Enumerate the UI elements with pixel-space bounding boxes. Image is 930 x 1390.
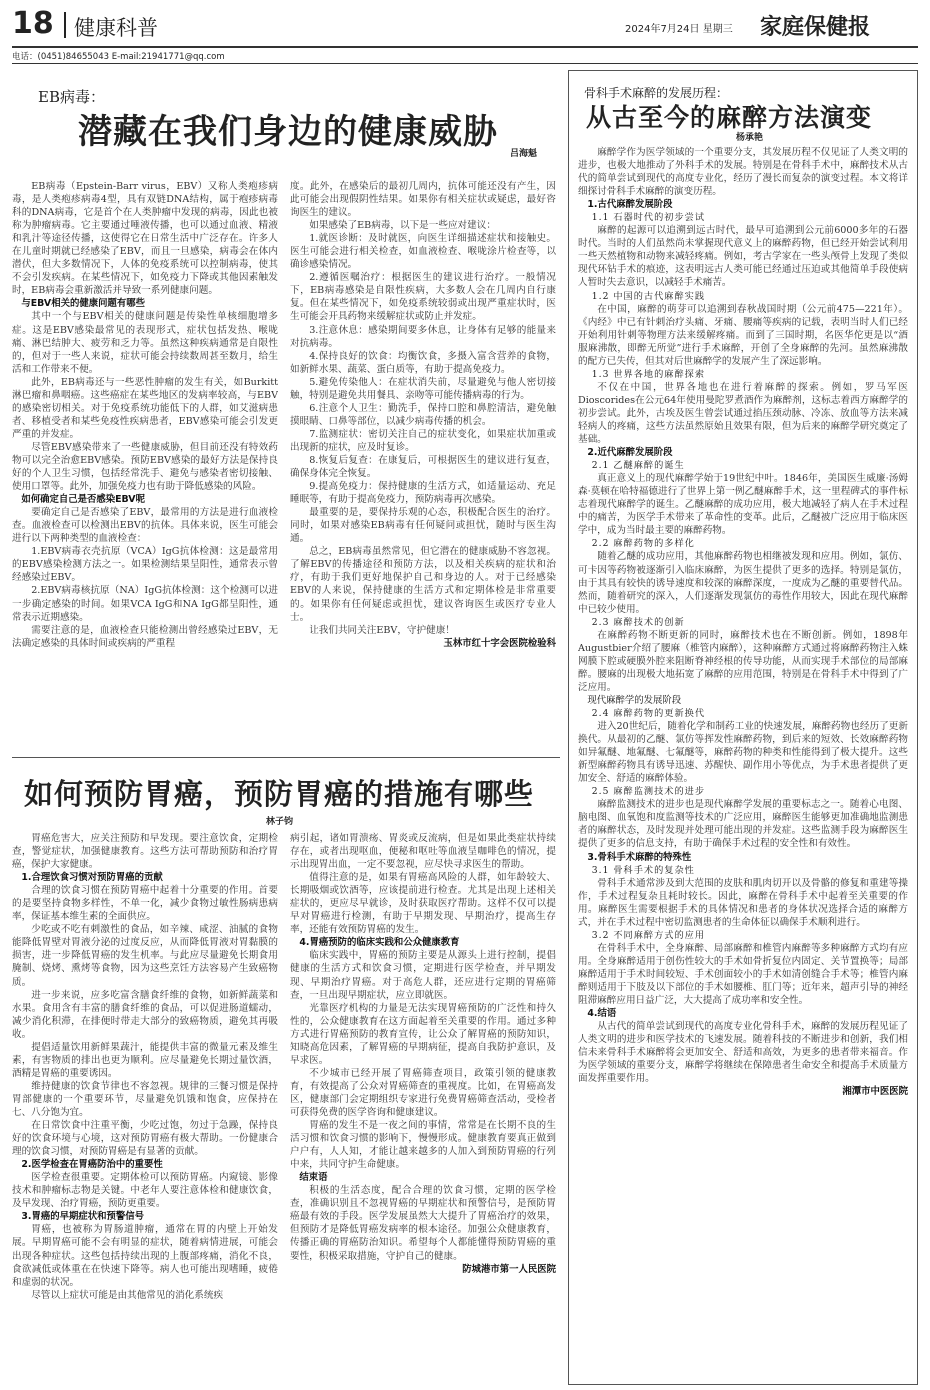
paragraph: 此外，EB病毒还与一些恶性肿瘤的发生有关，如Burkitt淋巴瘤和鼻咽癌。这些癌症在某些地区的发病率较高，与EBV的感染密切相关。对于免疫系统功能低下的人群，如艾滋病患者、移植受者和某些免疫性疾病患者，EBV感染可能会引发更严重的并发症。 <box>12 376 278 440</box>
paragraph: 光靠医疗机构的力量是无法实现胃癌预防的广泛性和持久性的，公众健康教育在这方面起着至关重要的作用。通过多种方式进行胃癌预防的教育宣传，让公众了解胃癌的预防知识，知晓高危因素，了解胃癌的早期病征，提高自我防护意识，及早求医。 <box>290 1002 556 1066</box>
article2-author: 林子钧 <box>266 817 294 827</box>
paragraph: 最重要的是，要保持乐观的心态，积极配合医生的治疗。同时，如果对感染EB病毒有任何疑问或担忧，随时与医生沟通。 <box>290 507 556 545</box>
paragraph: 在日常饮食中注重平衡，少吃过饱，勿过于急躁，保持良好的饮食环境与心境，这对预防胃癌有极大帮助。一份健康合理的饮食习惯，对预防胃癌是有显著的贡献。 <box>12 1120 278 1158</box>
paragraph: 2.EBV病毒核抗原（NA）IgG抗体检测：这个检测可以进一步确定感染的时间。如果VCA IgG和NA IgG都呈阳性，通常表示近期感染。 <box>12 585 278 623</box>
paragraph: 进入20世纪后，随着化学和制药工业的快速发展，麻醉药物也经历了更新换代。从最初的乙醚、氯仿等挥发性麻醉药物，到后来的短效、长效麻醉药物如异氟醚、地氟醚、七氟醚等，麻醉药物的种类和性能得到了极大提升。这些新型麻醉药物具有诱导迅速、苏醒快、副作用小等优点，为手术患者提供了更加安全、舒适的麻醉体验。 <box>578 721 908 785</box>
paragraph: 让我们共同关注EBV，守护健康！ <box>309 624 455 636</box>
sub-subheading: 2.2 麻醉药物的多样化 <box>591 538 695 550</box>
paragraph: 需要注意的是，血液检查只能检测出曾经感染过EBV，无法确定感染的具体时间或疾病的严重程 <box>12 624 278 649</box>
paragraph: 胃癌的发生不是一夜之间的事情，常常是在长期不良的生活习惯和饮食习惯的影响下，慢慢形成。健康教育要真正做到户户有，人人知，才能让越来越多的人加入到预防胃癌的行列中来，共同守护生命健康。 <box>290 1120 556 1171</box>
header-divider <box>64 12 66 38</box>
paragraph: 维持健康的饮食节律也不容忽视。规律的三餐习惯是保持胃部健康的一个重要环节，尽量避免饥饿和饱食，应保持在七、八分饱为宜。 <box>12 1080 278 1118</box>
article1-column-2 <box>290 180 556 750</box>
paragraph: 度。此外，在感染后的最初几周内，抗体可能还没有产生，因此可能会出现假阴性结果。如果你有相关症状或疑虑，最好咨询医生的建议。 <box>290 181 556 219</box>
paragraph: 进一步来说，应多吃富含膳食纤维的食物，如新鲜蔬菜和水果。食用含有丰富的膳食纤维的食品，可以促进肠道蠕动，减少消化积滞，在排便时带走大部分的致癌物质，避免其再吸收。 <box>12 989 278 1040</box>
article3-kicker: 骨科手术麻醉的发展历程： <box>584 86 729 100</box>
paragraph: 2.遵循医嘱治疗：根据医生的建议进行治疗。一般情况下，EB病毒感染是自限性疾病，大多数人会在几周内自行康复。但在某些情况下，如免疫系统较弱或出现严重症状时，医生可能会开具药物来缓解症状或防止并发症。 <box>290 272 556 323</box>
article2-column-2 <box>290 832 556 1384</box>
subheading: 2.医学检查在胃癌防治中的重要性 <box>21 1159 163 1171</box>
paragraph: 7.监测症状：密切关注自己的症状变化，如果症状加重或出现新的症状，应及时复诊。 <box>290 428 556 453</box>
paragraph: 随着乙醚的成功应用，其他麻醉药物也相继被发现和应用。例如，氯仿、可卡因等药物被逐渐引入临床麻醉，为医生提供了更多的选择。特别是氯仿，由于其具有较快的诱导速度和较深的麻醉深度，一度成为乙醚的重要替代品。然而，随着研究的深入，人们逐渐发现氯仿的毒性作用较大，因此在现代麻醉中已较少使用。 <box>578 551 908 615</box>
page-number: 18 <box>12 6 54 41</box>
paragraph: 少吃或不吃有刺激性的食品，如辛辣、咸涩、油腻的食物能降低胃壁对胃液分泌的过度反应，从而降低胃液对胃黏膜的损害，进一步降低胃癌的发生机率。与此应尽量避免长期食用腌制、烧烤、熏烤等食物，因为这些烹饪方法容易产生致癌物质。 <box>12 924 278 988</box>
subheading: 3.胃癌的早期症状和预警信号 <box>21 1211 144 1223</box>
paragraph: 其中一个与EBV相关的健康问题是传染性单核细胞增多症。这是EBV感染最常见的表现形式，症状包括发热、喉咙痛、淋巴结肿大、疲劳和乏力等。虽然这种疾病通常是自限性的，但对于一些人来说，症状可能会持续数周甚至数月，给生活和工作带来不便。 <box>12 311 278 375</box>
source-credit: 湘潭市中医医院 <box>842 1086 908 1098</box>
paragraph: 1.EBV病毒衣壳抗原（VCA）IgG抗体检测：这是最常用的EBV感染检测方法之一。如果检测结果呈阳性，通常表示曾经感染过EBV。 <box>12 546 278 584</box>
paragraph: 在骨科手术中，全身麻醉、局部麻醉和椎管内麻醉等多种麻醉方式均有应用。全身麻醉适用于创伤性较大的手术如骨折复位内固定、关节置换等；局部麻醉适用于手术时间较短、手术创面较小的手术如清创缝合手术等；椎管内麻醉则适用于下肢及以下部位的手术如腰椎、肛门等；近年来，超声引导的神经阻滞麻醉应用日益广泛，大大提高了成功率和安全性。 <box>578 942 908 1007</box>
paragraph: 病引起，诸如胃溃疡、胃炎或反流病，但是如果此类症状持续存在，或者出现呕血，便秘和呕吐等血液呈咖啡色的情况，提示出现胃出血，一定不要忽视，应尽快寻求医生的帮助。 <box>290 833 556 871</box>
subheading: 与EBV相关的健康问题有哪些 <box>21 298 145 310</box>
subheading: 4.结语 <box>587 1008 617 1020</box>
article2-title: 如何预防胃癌，预防胃癌的措施有哪些 <box>24 777 535 811</box>
paragraph: 在麻醉药物不断更新的同时，麻醉技术也在不断创新。例如，1898年Augustbier介绍了腰麻（椎管内麻醉），这种麻醉方式通过将麻醉药物注入蛛网膜下腔或硬膜外腔来阻断脊神经根的传导功能，从而实现手术部位的局部麻醉。腰麻的出现极大地拓宽了麻醉的应用范围，特别是在骨科手术中得到了广泛应用。 <box>578 629 908 693</box>
sub-subheading: 1.2 中国的古代麻醉实践 <box>591 290 706 302</box>
paragraph: 在中国，麻醉的萌芽可以追溯到春秋战国时期（公元前475—221年）。《内经》中已有针刺治疗头痛、牙痛、腰痛等疾病的记载，表明当时人们已经开始利用针刺等物理方法来缓解疼痛。而到了三国时期，名医华佗更是以“酒服麻沸散，即醉无所觉”进行手术麻醉，开创了全身麻醉的先河。虽然麻沸散的配方已失传，但其对后世麻醉学的发展产生了深远影响。 <box>578 303 908 367</box>
paragraph: 医学检查很重要。定期体检可以预防胃癌。内窥镜、影像技术和肿瘤标志物是关键。中老年人要注意体检和健康饮食，及早发现、治疗胃癌，预防更重要。 <box>12 1172 278 1210</box>
article3-author: 杨承艳 <box>736 133 764 143</box>
paragraph: 真正意义上的现代麻醉学始于19世纪中叶。1846年，美国医生威廉·汤姆森·莫顿在哈特福德进行了世界上第一例乙醚麻醉手术，这一里程碑式的事件标志着现代麻醉学的诞生。乙醚麻醉的成功应用，极大地减轻了病人在手术过程中的痛苦，为医学手术带来了革命性的变革。此后，乙醚被广泛应用于临床医学中，成为当时最主要的麻醉药物。 <box>578 473 908 537</box>
paragraph: 不仅在中国，世界各地也在进行着麻醉的探索。例如，罗马军医Dioscorides在公元64年使用曼陀罗煮酒作为麻醉剂，这标志着西方麻醉学的初步尝试。此外，古埃及医生曾尝试通过掐压颈动脉、冷冻、放血等方法来减轻病人的疼痛，这些方法虽然原始且效果有限，但为后来的麻醉学研究奠定了基础。 <box>578 381 908 446</box>
paragraph: 麻醉学作为医学领域的一个重要分支，其发展历程不仅见证了人类文明的进步，也极大地推动了外科手术的发展。特别是在骨科手术中，麻醉技术从古代的简单尝试到现代的高度专业化，经历了漫长而复杂的演变过程。本文将详细探讨骨科手术麻醉的演变历程。 <box>578 147 908 198</box>
article3-title: 从古至今的麻醉方法演变 <box>586 103 873 132</box>
article1-author: 吕海魁 <box>510 149 538 159</box>
subheading: 如何确定自己是否感染EBV呢 <box>21 494 145 506</box>
paragraph: 胃癌，也被称为胃肠道肿瘤，通常在胃的内壁上开始发展。早期胃癌可能不会有明显的症状，随着病情进展，可能会出现各种症状。这些包括持续出现的上腹部疼痛，消化不良，食欲减低或体重在在快速下降等。病人也可能出现嗜睡，疲倦和虚弱的状况。 <box>12 1224 278 1288</box>
contact-line: 电话：(0451)84655043 E-mail:21941771@qq.com <box>12 52 225 62</box>
sub-subheading: 1.3 世界各地的麻醉探索 <box>591 368 706 380</box>
contact-rule <box>12 63 918 64</box>
subheading: 3.骨科手术麻醉的特殊性 <box>587 851 692 863</box>
article1-title: 潜藏在我们身边的健康威胁 <box>78 112 498 152</box>
paragraph: EB病毒（Epstein-Barr virus，EBV）又称人类疱疹病毒，是人类疱疹病毒4型，具有双链DNA结构，属于疱疹病毒科的DNA病毒，它是首个在人类肿瘤中发现的病毒，因此也被称为肿瘤病毒。它主要通过唾液传播，也可以通过血液、精液和乳汁等途径传播，这使得它在日常生活中广泛存在。许多人在儿童时期就已经感染了EBV，而且一旦感染，病毒会在体内潜伏，但大多数情况下，人体的免疫系统可以控制病毒，使其不会引发疾病。在某些情况下，如免疫力下降或其他因素触发时，EB病毒会重新激活并导致一系列健康问题。 <box>12 181 278 297</box>
paragraph: 尽管EBV感染带来了一些健康威胁，但目前还没有特效药物可以完全治愈EBV感染。预防EBV感染的最好方法是保持良好的个人卫生习惯，包括经常洗手、避免与感染者密切接触、使用口罩等。此外，加强免疫力也有助于降低感染的风险。 <box>12 441 278 493</box>
subheading: 1.古代麻醉发展阶段 <box>587 199 673 211</box>
paragraph: 5.避免传染他人：在症状消失前，尽量避免与他人密切接触，特别是避免共用餐具、亲吻等可能传播病毒的行为。 <box>290 376 556 401</box>
paragraph: 6.注意个人卫生：勤洗手，保持口腔和鼻腔清洁，避免触摸眼睛、口鼻等部位，以减少病毒传播的机会。 <box>290 402 556 427</box>
paragraph: 临床实践中，胃癌的预防主要是从源头上进行控制，提倡健康的生活方式和饮食习惯，定期进行医学检查，并早期发现、早期治疗胃癌。对于高危人群，还应进行定期的胃癌筛查，一旦出现早期症状，应立即就医。 <box>290 950 556 1001</box>
article2-column-1 <box>12 832 278 1384</box>
paragraph: 如果感染了EB病毒，以下是一些应对建议： <box>309 220 496 232</box>
paragraph: 要确定自己是否感染了EBV，最常用的方法是进行血液检查。血液检查可以检测出EBV的抗体。具体来说，医生可能会进行以下两种类型的血液检查： <box>12 507 278 545</box>
paragraph: 骨科手术通常涉及到大范围的皮肤和肌肉切开以及骨骼的修复和重建等操作，手术过程复杂且耗时较长。因此，麻醉在骨科手术中起着至关重要的作用。麻醉医生需要根据手术的具体情况和患者的身体状况选择合适的麻醉方式，并在手术过程中密切监测患者的生命体征以确保手术顺利进行。 <box>578 877 908 928</box>
article-divider <box>12 757 560 758</box>
paragraph: 不少城市已经开展了胃癌筛查项目，政策引领的健康教育，有效提高了公众对胃癌筛查的重视度。比如，在胃癌高发区，健康部门会定期组织专家进行免费胃癌筛查活动，受检者可获得免费的医学咨询和健康建议。 <box>290 1067 556 1118</box>
sub-subheading: 2.4 麻醉药物的更新换代 <box>591 708 706 720</box>
paragraph: 尽管以上症状可能是由其他常见的消化系统疾 <box>31 1289 224 1301</box>
paragraph: 麻醉的起源可以追溯到远古时代，最早可追溯到公元前6000多年的石器时代。当时的人们虽然尚未掌握现代意义上的麻醉药物，但已经开始尝试利用一些天然植物和动物来减轻疼痛。例如，考古学家在一些头颅骨上发现了类似现代环钻手术的痕迹，这表明远古人类可能已经通过压迫或其他简单手段使病人暂时失去意识，以减轻手术痛苦。 <box>578 225 908 289</box>
subheading: 1.合理饮食习惯对预防胃癌的贡献 <box>21 872 163 884</box>
paragraph: 值得注意的是，如果有胃癌高风险的人群，如年龄较大、长期吸烟或饮酒等，应该提前进行检查。尤其是出现上述相关症状的，更应尽早就诊，及时获取医疗帮助。这样不仅可以提早对胃癌进行检测，有助于早期发现、早期治疗，提高生存率，还能有效预防胃癌的发生。 <box>290 872 556 936</box>
sub-subheading: 2.5 麻醉监测技术的进步 <box>591 786 706 798</box>
source-credit: 玉林市红十字会医院检验科 <box>443 637 556 649</box>
sub-subheading: 3.2 不同麻醉方式的应用 <box>591 929 706 941</box>
subheading: 2.近代麻醉发展阶段 <box>587 447 673 459</box>
paragraph: 3.注意休息：感染期间要多休息，让身体有足够的能量来对抗病毒。 <box>290 324 556 349</box>
paragraph: 8.恢复后复查：在康复后，可根据医生的建议进行复查，确保身体完全恢复。 <box>290 454 556 480</box>
paragraph: 从古代的简单尝试到现代的高度专业化骨科手术，麻醉的发展历程见证了人类文明的进步和医学技术的飞速发展。随着科技的不断进步和创新，我们相信未来骨科手术麻醉将会更加安全、舒适和高效，为更多的患者带来福音。作为医学领域的重要分支，麻醉学将继续在保障患者生命安全和提高手术质量方面发挥重要作用。 <box>578 1021 908 1085</box>
section-name: 健康科普 <box>74 16 158 40</box>
paragraph: 胃癌危害大，应关注预防和早发现。要注意饮食，定期检查，警觉症状，加强健康教育。这些方法可帮助预防和治疗胃癌，保护大家健康。 <box>12 833 278 871</box>
source-credit: 防城港市第一人民医院 <box>462 1263 556 1275</box>
article3-column <box>578 146 908 1378</box>
subheading: 4.胃癌预防的临床实践和公众健康教育 <box>299 937 460 949</box>
subheading: 结束语 <box>299 1172 328 1184</box>
paragraph: 9.提高免疫力：保持健康的生活方式，如适量运动、充足睡眠等，有助于提高免疫力，预防病毒再次感染。 <box>290 481 556 506</box>
paragraph: 4.保持良好的饮食：均衡饮食，多摄入富含营养的食物，如新鲜水果、蔬菜、蛋白质等，有助于提高免疫力。 <box>290 350 556 375</box>
sub-subheading: 3.1 骨科手术的复杂性 <box>591 864 695 876</box>
header-rule <box>12 46 918 48</box>
article1-kicker: EB病毒： <box>38 88 105 106</box>
issue-date: 2024年7月24日 星期三 <box>625 24 733 35</box>
paragraph: 积极的生活态度，配合合理的饮食习惯，定期的医学检查，准确识别且不忽视胃癌的早期症状和预警信号，是预防胃癌最有效的手段。医学发展虽然大大提升了胃癌治疗的效果，但预防才是降低胃癌发病率的根本途径。加强公众健康教育，传播正确的胃癌防治知识。希望每个人都能懂得预防胃癌的重要性，积极采取措施，守护自己的健康。 <box>290 1185 556 1262</box>
page-header <box>0 0 930 48</box>
paragraph: 1.就医诊断：及时就医，向医生详细描述症状和接触史。医生可能会进行相关检查，如血液检查、喉咙涂片检查等，以确诊感染情况。 <box>290 233 556 271</box>
sub-subheading: 2.1 乙醚麻醉的诞生 <box>591 460 685 472</box>
subheading: 现代麻醉学的发展阶段 <box>587 694 682 706</box>
paragraph: 麻醉监测技术的进步也是现代麻醉学发展的重要标志之一。随着心电图、脑电图、血氧饱和度监测等技术的广泛应用，麻醉医生能够更加准确地监测患者的麻醉状态，及时发现并处理可能出现的并发症。这些监测手段为麻醉医生提供了更多的信息支持，有助于确保手术过程的安全性和有效性。 <box>578 799 908 850</box>
paragraph: 合理的饮食习惯在预防胃癌中起着十分重要的作用。首要的是要坚持食物多样性，不单一化，减少食物过敏性肠病患病率，保证基本维生素的全面供应。 <box>12 885 278 923</box>
paragraph: 提倡适量饮用新鲜果蔬汁，能提供丰富的微量元素及维生素，有害物质的排出也更为顺利。应尽量避免长期过量饮酒，酒精是胃癌的重要诱因。 <box>12 1041 278 1079</box>
newspaper-name: 家庭保健报 <box>760 14 871 40</box>
sub-subheading: 1.1 石器时代的初步尝试 <box>591 212 706 224</box>
sub-subheading: 2.3 麻醉技术的创新 <box>591 616 685 628</box>
paragraph: 总之，EB病毒虽然常见，但它潜在的健康威胁不容忽视。了解EBV的传播途径和预防方法，以及相关疾病的症状和治疗，有助于我们更好地保护自己和身边的人。对于已经感染EBV的人来说，保持健康的生活方式和定期体检是非常重要的。如果你有任何疑虑或担忧，建议咨询医生或医疗专业人士。 <box>290 546 556 623</box>
article1-column-1 <box>12 180 278 750</box>
